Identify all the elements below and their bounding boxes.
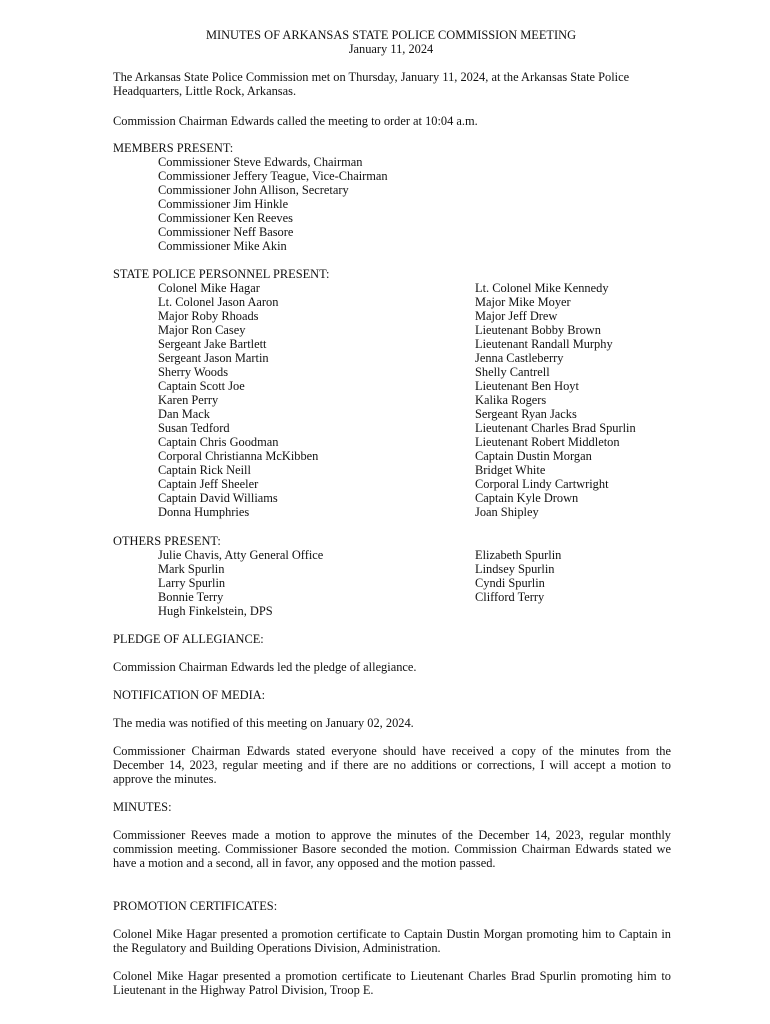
list-item: Corporal Lindy Cartwright — [475, 477, 609, 491]
list-item: Colonel Mike Hagar — [158, 281, 260, 295]
list-item: Commissioner John Allison, Secretary — [158, 183, 349, 197]
promotion-paragraph-1: Colonel Mike Hagar presented a promotion certificate to Captain Dustin Morgan promoting him to Captain in the Regulatory and Building Operations Division, Administration. — [113, 927, 671, 955]
list-item: Major Jeff Drew — [475, 309, 558, 323]
minutes-heading: MINUTES: — [113, 800, 172, 814]
list-item: Bridget White — [475, 463, 546, 477]
list-item: Captain Jeff Sheeler — [158, 477, 259, 491]
list-item: Jenna Castleberry — [475, 351, 564, 365]
list-item: Lieutenant Randall Murphy — [475, 337, 613, 351]
list-item: Commissioner Jim Hinkle — [158, 197, 289, 211]
list-item: Joan Shipley — [475, 505, 539, 519]
document-date: January 11, 2024 — [348, 42, 434, 56]
list-item: Captain Scott Joe — [158, 379, 245, 393]
list-item: Dan Mack — [158, 407, 210, 421]
list-item: Commissioner Ken Reeves — [158, 211, 293, 225]
list-item: Lindsey Spurlin — [475, 562, 555, 576]
list-item: Susan Tedford — [158, 421, 230, 435]
pledge-text: Commission Chairman Edwards led the pledge of allegiance. — [113, 660, 417, 674]
others-heading: OTHERS PRESENT: — [113, 534, 221, 548]
personnel-heading: STATE POLICE PERSONNEL PRESENT: — [113, 267, 330, 281]
promotion-paragraph-2: Colonel Mike Hagar presented a promotion certificate to Lieutenant Charles Brad Spurlin promoting him to Lieutenant in the Highway Patrol Division, Troop E. — [113, 969, 671, 997]
call-to-order: Commission Chairman Edwards called the meeting to order at 10:04 a.m. — [113, 114, 478, 128]
list-item: Commissioner Jeffery Teague, Vice-Chairman — [158, 169, 388, 183]
list-item: Clifford Terry — [475, 590, 545, 604]
list-item: Lieutenant Charles Brad Spurlin — [475, 421, 636, 435]
list-item: Lieutenant Robert Middleton — [475, 435, 620, 449]
list-item: Cyndi Spurlin — [475, 576, 545, 590]
list-item: Sergeant Ryan Jacks — [475, 407, 577, 421]
list-item: Captain David Williams — [158, 491, 278, 505]
list-item: Julie Chavis, Atty General Office — [158, 548, 324, 562]
list-item: Captain Rick Neill — [158, 463, 251, 477]
list-item: Bonnie Terry — [158, 590, 224, 604]
members-heading: MEMBERS PRESENT: — [113, 141, 234, 155]
list-item: Elizabeth Spurlin — [475, 548, 562, 562]
list-item: Lt. Colonel Jason Aaron — [158, 295, 279, 309]
list-item: Hugh Finkelstein, DPS — [158, 604, 273, 618]
list-item: Lt. Colonel Mike Kennedy — [475, 281, 609, 295]
list-item: Kalika Rogers — [475, 393, 547, 407]
list-item: Larry Spurlin — [158, 576, 226, 590]
others-list-left — [158, 548, 323, 618]
list-item: Commissioner Steve Edwards, Chairman — [158, 155, 363, 169]
minutes-text: Commissioner Reeves made a motion to approve the minutes of the December 14, 2023, regular monthly commission meeting. Commissioner Basore seconded the motion. Commission Chairman Edwards stated we have a motion and a second, all in favor, any opposed and the motion passed. — [113, 828, 671, 870]
members-list — [158, 155, 388, 253]
list-item: Major Mike Moyer — [475, 295, 571, 309]
minutes-intro-paragraph: Commissioner Chairman Edwards stated everyone should have received a copy of the minutes from the December 14, 2023, regular meeting and if there are no additions or corrections, I will accept a motion to approve the minutes. — [113, 744, 671, 786]
list-item: Captain Kyle Drown — [475, 491, 579, 505]
list-item: Captain Chris Goodman — [158, 435, 279, 449]
list-item: Lieutenant Ben Hoyt — [475, 379, 579, 393]
list-item: Captain Dustin Morgan — [475, 449, 592, 463]
list-item: Sherry Woods — [158, 365, 229, 379]
list-item: Sergeant Jason Martin — [158, 351, 269, 365]
media-text: The media was notified of this meeting on January 02, 2024. — [113, 716, 414, 730]
others-list-right — [475, 548, 561, 604]
list-item: Mark Spurlin — [158, 562, 225, 576]
media-heading: NOTIFICATION OF MEDIA: — [113, 688, 266, 702]
pledge-heading: PLEDGE OF ALLEGIANCE: — [113, 632, 264, 646]
list-item: Commissioner Neff Basore — [158, 225, 294, 239]
list-item: Sergeant Jake Bartlett — [158, 337, 267, 351]
list-item: Donna Humphries — [158, 505, 250, 519]
document-title: MINUTES OF ARKANSAS STATE POLICE COMMISSION MEETING — [205, 28, 577, 42]
personnel-list-right — [475, 281, 636, 519]
list-item: Major Ron Casey — [158, 323, 246, 337]
list-item: Lieutenant Bobby Brown — [475, 323, 601, 337]
list-item: Commissioner Mike Akin — [158, 239, 287, 253]
personnel-list-left — [158, 281, 318, 519]
intro-paragraph: The Arkansas State Police Commission met on Thursday, January 11, 2024, at the Arkansas State Police Headquarters, Little Rock, Arkansas. — [113, 70, 630, 98]
list-item: Major Roby Rhoads — [158, 309, 259, 323]
promotion-heading: PROMOTION CERTIFICATES: — [113, 899, 278, 913]
list-item: Karen Perry — [158, 393, 219, 407]
list-item: Corporal Christianna McKibben — [158, 449, 319, 463]
list-item: Shelly Cantrell — [475, 365, 550, 379]
